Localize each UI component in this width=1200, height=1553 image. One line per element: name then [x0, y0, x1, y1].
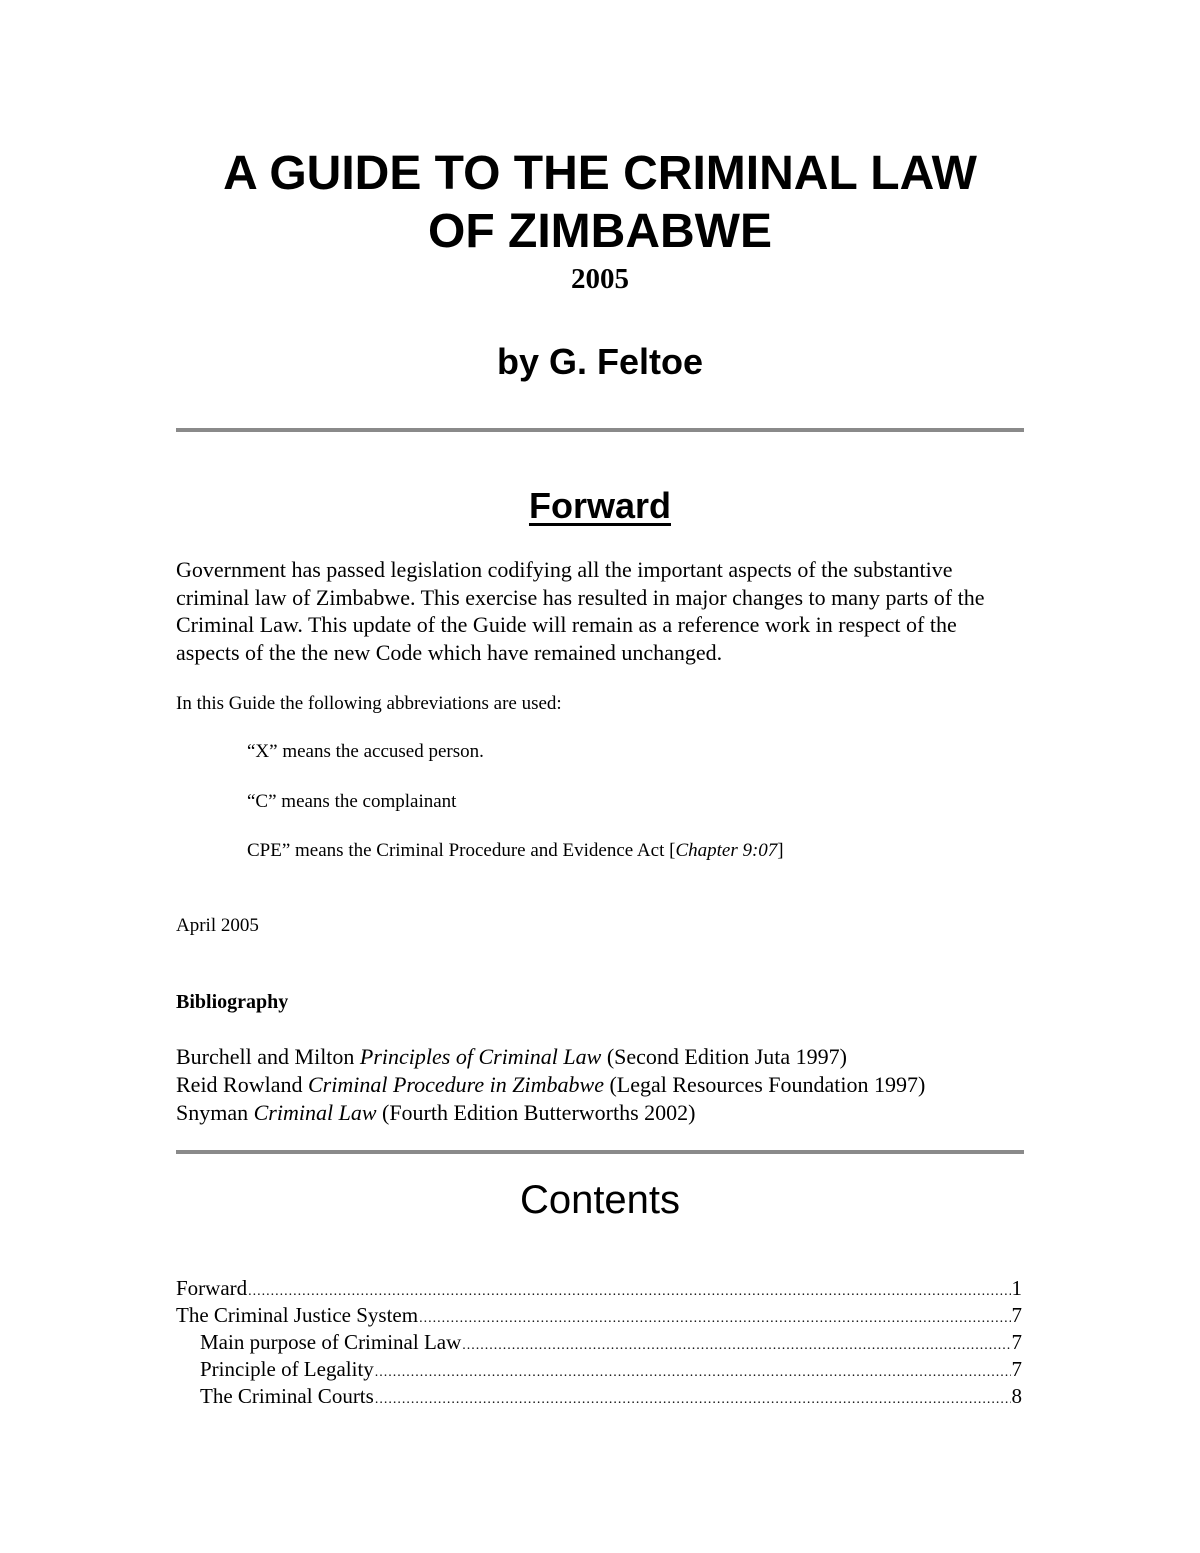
bibliography-title: Criminal Law	[253, 1100, 377, 1125]
toc-entry-forward[interactable]	[176, 1276, 1022, 1303]
toc-entry-criminal-courts[interactable]	[176, 1384, 1022, 1411]
bibliography-entry	[176, 1071, 925, 1099]
toc-leader-dots	[375, 1392, 1011, 1408]
toc-leader-dots	[462, 1338, 1010, 1354]
abbreviation-x: “X” means the accused person.	[247, 741, 484, 762]
abbreviation-c: “C” means the complainant	[247, 791, 457, 812]
contents-heading: Contents	[519, 1178, 681, 1222]
toc-leader-dots	[248, 1284, 1010, 1300]
abbreviation-cpe	[247, 840, 784, 862]
toc-entry-label: Principle of Legality	[200, 1357, 374, 1381]
bibliography-entry	[176, 1099, 925, 1127]
abbreviation-cpe-chapter: Chapter 9:07	[675, 840, 778, 861]
toc-entry-page: 1	[1011, 1276, 1022, 1300]
toc-entry-label: The Criminal Courts	[200, 1384, 374, 1408]
abbreviation-cpe-suffix: ]	[777, 840, 784, 861]
toc-leader-dots	[375, 1365, 1011, 1381]
horizontal-divider-top	[176, 428, 1024, 432]
bibliography-author: Burchell and Milton	[176, 1044, 360, 1069]
toc-leader-dots	[419, 1311, 1010, 1327]
bibliography-author: Snyman	[176, 1100, 254, 1125]
abbreviation-cpe-prefix: CPE” means the Criminal Procedure and Evidence Act [	[247, 840, 676, 861]
bibliography-details: (Legal Resources Foundation 1997)	[603, 1072, 926, 1097]
bibliography-heading: Bibliography	[176, 991, 289, 1013]
toc-entry-page: 7	[1011, 1357, 1022, 1381]
horizontal-divider-bottom	[176, 1150, 1024, 1154]
bibliography-author: Reid Rowland	[176, 1072, 308, 1097]
toc-entry-label: The Criminal Justice System	[176, 1303, 419, 1327]
forward-heading: Forward	[528, 485, 671, 526]
abbreviations-intro: In this Guide the following abbreviations are used:	[176, 693, 562, 714]
document-author: by G. Feltoe	[496, 341, 704, 382]
bibliography-title: Principles of Criminal Law	[359, 1044, 602, 1069]
toc-entry-page: 8	[1011, 1384, 1022, 1408]
document-year: 2005	[571, 263, 629, 295]
bibliography-entry	[176, 1043, 925, 1071]
toc-entry-page: 7	[1011, 1330, 1022, 1354]
document-title-line-2: OF ZIMBABWE	[428, 205, 772, 258]
toc-entry-label: Forward	[176, 1276, 248, 1300]
bibliography-details: (Second Edition Juta 1997)	[601, 1044, 847, 1069]
table-of-contents	[176, 1276, 1022, 1411]
forward-date: April 2005	[176, 915, 259, 936]
toc-entry-label: Main purpose of Criminal Law	[200, 1330, 462, 1354]
toc-entry-criminal-justice-system[interactable]	[176, 1303, 1022, 1330]
forward-intro-paragraph: Government has passed legislation codifying all the important aspects of the substantive criminal law of Zimbabwe. This exercise has resulted in major changes to many parts of the Criminal Law. This update of the Guide will remain as a reference work in respect of the aspects of the the new Code which have remained unchanged.	[176, 557, 985, 665]
bibliography-details: (Fourth Edition Butterworths 2002)	[376, 1100, 696, 1125]
toc-entry-page: 7	[1011, 1303, 1022, 1327]
toc-entry-main-purpose[interactable]	[176, 1330, 1022, 1357]
document-title-line-1: A GUIDE TO THE CRIMINAL LAW	[223, 147, 977, 200]
bibliography-title: Criminal Procedure in Zimbabwe	[308, 1072, 604, 1097]
bibliography-list	[176, 1043, 925, 1127]
toc-entry-principle-of-legality[interactable]	[176, 1357, 1022, 1384]
